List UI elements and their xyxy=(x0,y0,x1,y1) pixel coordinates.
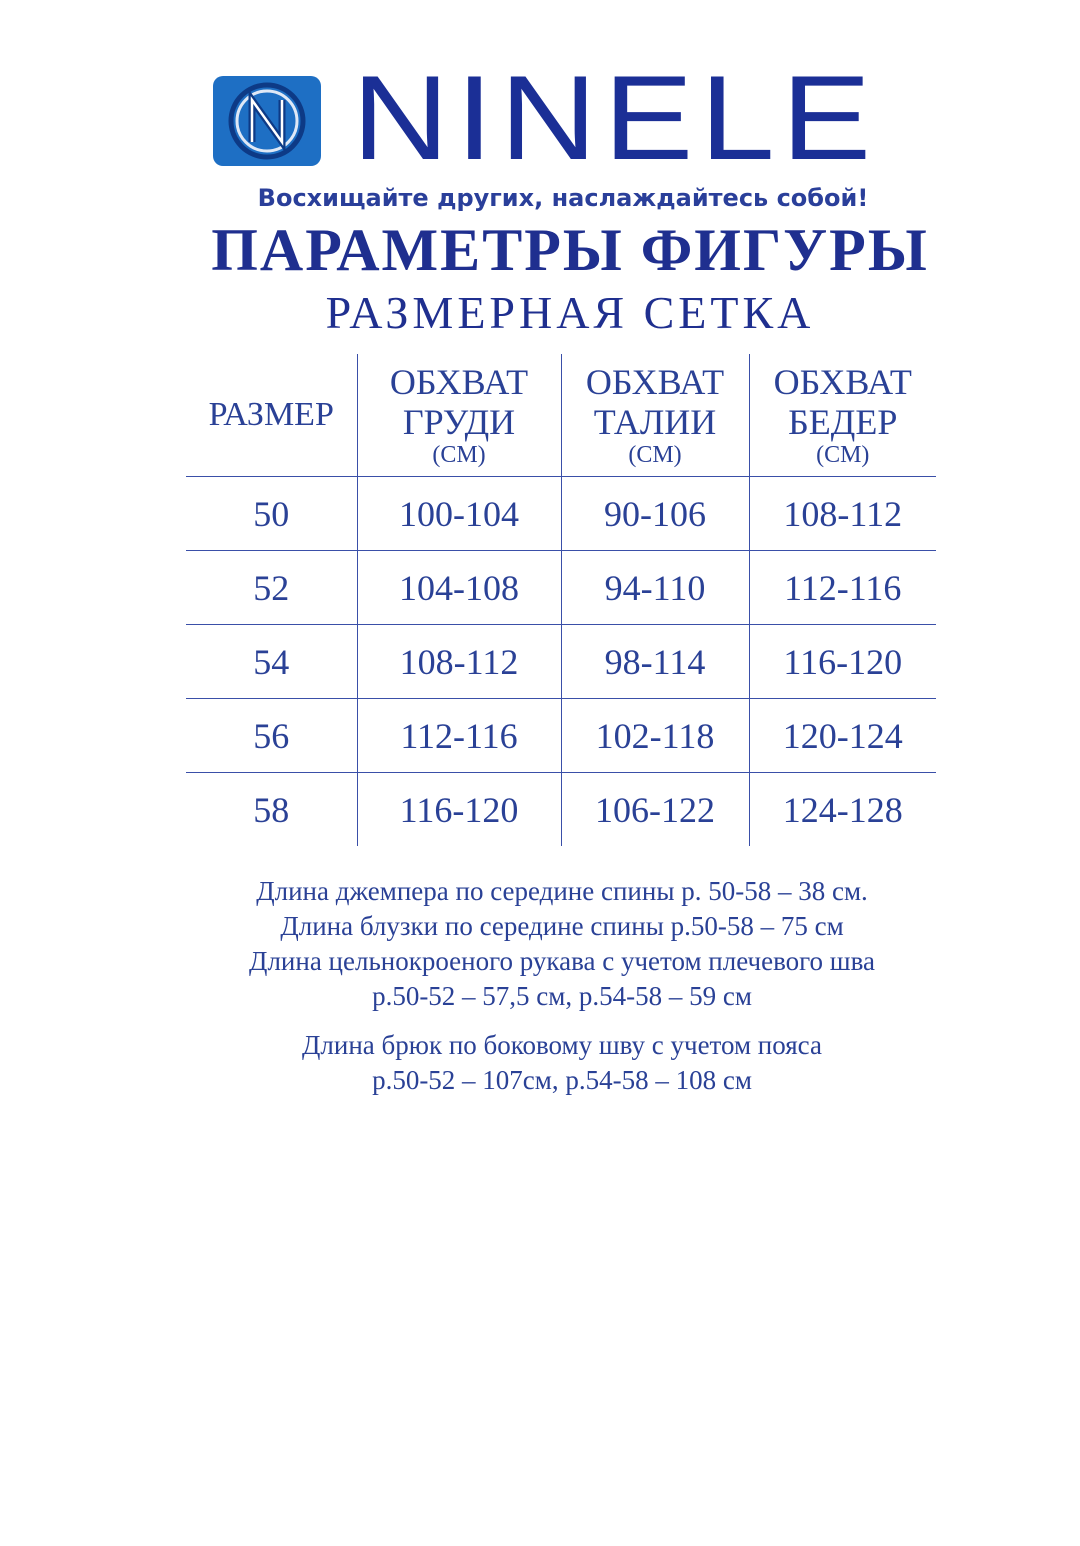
cell-hips: 112-116 xyxy=(749,551,936,625)
header-waist-line2: ТАЛИИ xyxy=(593,402,717,442)
note-sleeve-values: р.50-52 – 57,5 см, р.54-58 – 59 см xyxy=(372,981,752,1011)
trousers-notes xyxy=(0,1028,1080,1098)
note-jumper-length: Длина джемпера по середине спины р. 50-58 – 38 см. xyxy=(256,876,868,906)
table-row xyxy=(186,551,936,625)
cell-hips: 108-112 xyxy=(749,477,936,551)
header-hips-line1: ОБХВАТ xyxy=(773,362,912,402)
cell-bust: 108-112 xyxy=(357,625,561,699)
header-waist-unit: (СМ) xyxy=(628,442,682,468)
ninele-monogram-icon xyxy=(213,76,321,166)
note-blouse-length: Длина блузки по середине спины р.50-58 – 75 см xyxy=(280,911,844,941)
cell-hips: 116-120 xyxy=(749,625,936,699)
cell-hips: 120-124 xyxy=(749,699,936,773)
table-row xyxy=(186,773,936,847)
cell-waist: 94-110 xyxy=(561,551,749,625)
cell-bust: 112-116 xyxy=(357,699,561,773)
table-row xyxy=(186,699,936,773)
cell-waist: 98-114 xyxy=(561,625,749,699)
header-bust-line1: ОБХВАТ xyxy=(389,362,529,402)
header-bust xyxy=(357,354,561,477)
table-row xyxy=(186,477,936,551)
cell-size: 52 xyxy=(186,551,357,625)
header-waist-line1: ОБХВАТ xyxy=(585,362,725,402)
note-trousers-values: р.50-52 – 107см, р.54-58 – 108 см xyxy=(372,1065,752,1095)
table-row xyxy=(186,625,936,699)
cell-hips: 124-128 xyxy=(749,773,936,847)
page-title: ПАРАМЕТРЫ ФИГУРЫ xyxy=(211,217,929,283)
header-hips-line2: БЕДЕР xyxy=(788,402,898,442)
note-sleeve-length: Длина цельнокроеного рукава с учетом плечевого шва xyxy=(249,946,875,976)
header-size xyxy=(186,354,357,477)
brand-name: NINELE xyxy=(352,51,878,185)
cell-waist: 106-122 xyxy=(561,773,749,847)
header-waist xyxy=(561,354,749,477)
cell-size: 54 xyxy=(186,625,357,699)
note-trousers-length: Длина брюк по боковому шву с учетом пояса xyxy=(302,1030,822,1060)
cell-bust: 116-120 xyxy=(357,773,561,847)
header-bust-line2: ГРУДИ xyxy=(402,402,516,442)
table-header-row xyxy=(186,354,936,477)
cell-bust: 100-104 xyxy=(357,477,561,551)
header-hips-unit: (СМ) xyxy=(816,442,870,468)
garment-notes xyxy=(0,874,1080,1014)
cell-size: 56 xyxy=(186,699,357,773)
cell-waist: 90-106 xyxy=(561,477,749,551)
cell-size: 58 xyxy=(253,789,290,830)
page-subtitle: РАЗМЕРНАЯ СЕТКА xyxy=(325,287,815,338)
header-size-label: РАЗМЕР xyxy=(208,396,334,433)
cell-bust: 104-108 xyxy=(357,551,561,625)
size-chart-table xyxy=(186,354,936,846)
brand-slogan: Восхищайте других, наслаждайтесь собой! xyxy=(257,184,869,212)
header-bust-unit: (СМ) xyxy=(432,442,486,468)
header-hips xyxy=(749,354,936,477)
cell-waist: 102-118 xyxy=(561,699,749,773)
cell-size: 50 xyxy=(186,477,357,551)
